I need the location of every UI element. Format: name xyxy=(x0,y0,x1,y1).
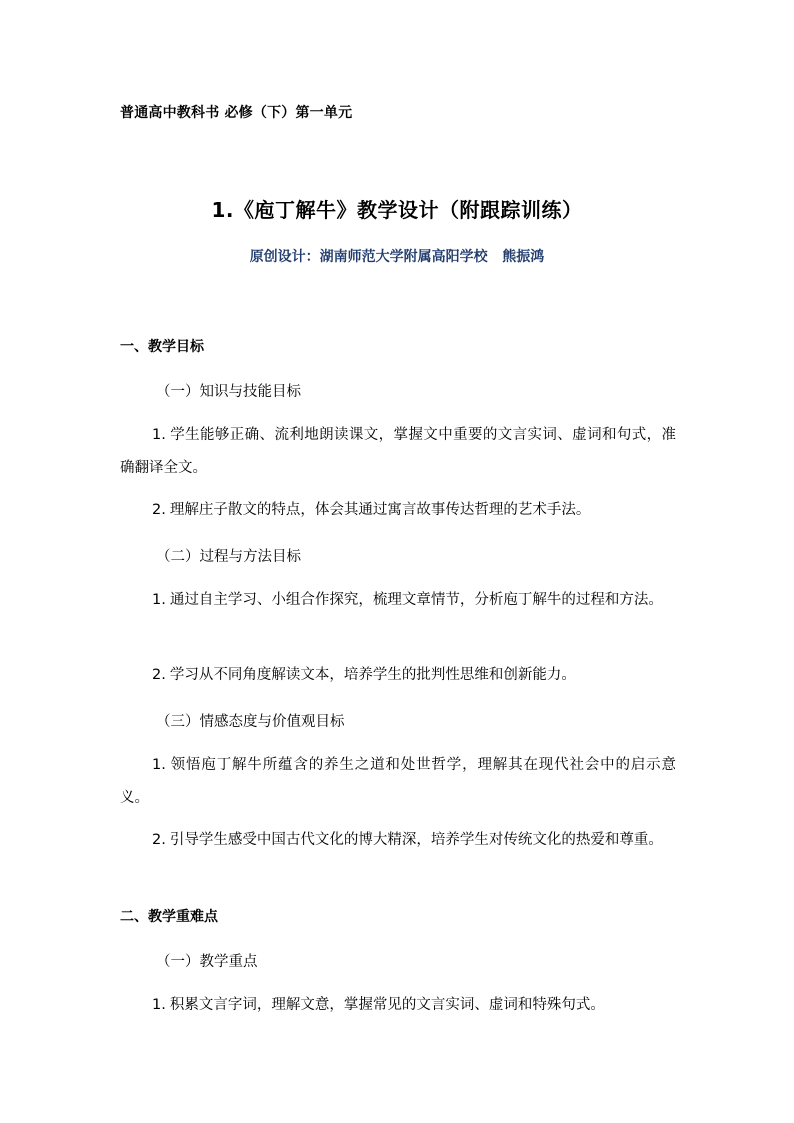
subsection-heading-values: （三）情感态度与价值观目标 xyxy=(156,714,345,730)
item-text: 领悟庖丁解牛所蕴含的养生之道和处世哲学，理解其在现代社会中的启示意义。 xyxy=(120,757,676,806)
item-number: 2. xyxy=(152,502,166,518)
list-item xyxy=(120,584,676,617)
list-item xyxy=(120,749,676,815)
item-text: 理解庄子散文的特点，体会其通过寓言故事传达哲理的艺术手法。 xyxy=(169,502,591,518)
item-text: 通过自主学习、小组合作探究，梳理文章情节，分析庖丁解牛的过程和方法。 xyxy=(169,592,663,608)
item-number: 2. xyxy=(152,667,166,683)
section-heading-key-points: 二、教学重难点 xyxy=(120,909,218,925)
item-number: 2. xyxy=(152,832,166,848)
subsection-heading-process: （二）过程与方法目标 xyxy=(156,549,301,565)
item-number: 1. xyxy=(152,997,166,1013)
author-line: 原创设计：湖南师范大学附属高阳学校 熊振鸿 xyxy=(249,249,545,265)
item-number: 1. xyxy=(152,427,166,443)
list-item xyxy=(120,989,676,1022)
item-text: 积累文言字词，理解文意，掌握常见的文言实词、虚词和特殊句式。 xyxy=(169,997,605,1013)
item-text: 引导学生感受中国古代文化的博大精深，培养学生对传统文化的热爱和尊重。 xyxy=(169,832,663,848)
textbook-header: 普通高中教科书 必修（下）第一单元 xyxy=(120,105,353,121)
list-item xyxy=(120,824,676,857)
subsection-heading-focus: （一）教学重点 xyxy=(156,954,258,970)
list-item xyxy=(120,419,676,485)
document-title: 1.《庖丁解牛》教学设计（附跟踪训练） xyxy=(211,198,583,222)
list-item xyxy=(120,494,676,527)
item-text: 学生能够正确、流利地朗读课文，掌握文中重要的文言实词、虚词和句式，准确翻译全文。 xyxy=(120,427,676,476)
item-number: 1. xyxy=(152,592,166,608)
subsection-heading-knowledge: （一）知识与技能目标 xyxy=(156,384,301,400)
item-number: 1. xyxy=(152,757,166,773)
item-text: 学习从不同角度解读文本，培养学生的批判性思维和创新能力。 xyxy=(169,667,576,683)
list-item xyxy=(120,659,676,692)
section-heading-objectives: 一、教学目标 xyxy=(120,339,204,355)
